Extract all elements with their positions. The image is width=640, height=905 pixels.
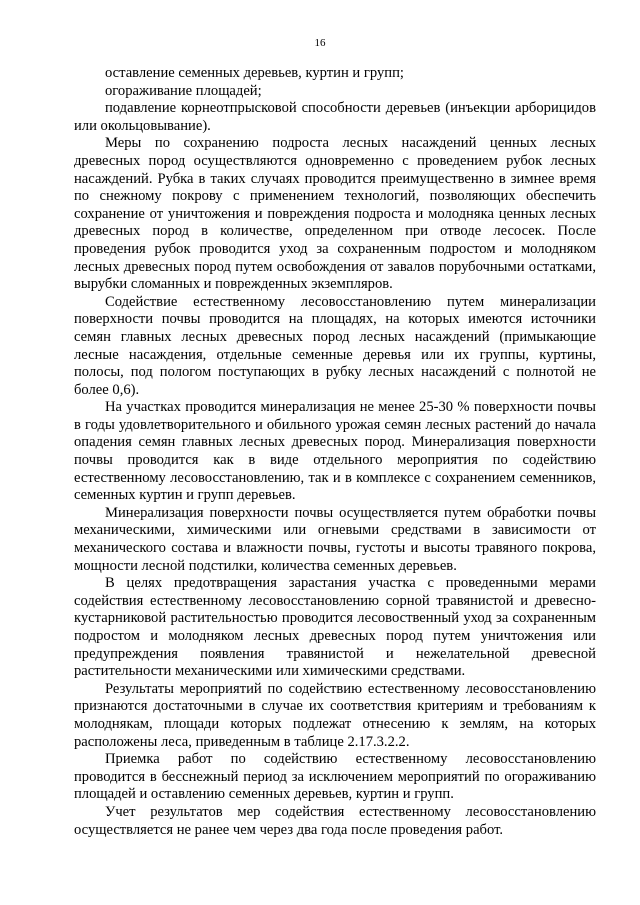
paragraph: Результаты мероприятий по содействию естественному лесовосстановлению признаются достаточными в случае их соответствия критериям и требованиям к молоднякам, площади которых подлежат отнесению к землям, на которых расположены леса, приведенным в таблице 2.17.3.2.2. xyxy=(74,680,596,750)
paragraph: Меры по сохранению подроста лесных насаждений ценных лесных древесных пород осуществляются одновременно с проведением рубок лесных насаждений. Рубка в таких случаях проводится преимущественно в зимнее время по снежному покрову с применением технологий, позволяющих обеспечить сохранение от уничтожения и повреждения подроста и молодняка ценных лесных древесных пород в количестве, определенном при отводе лесосек. После проведения рубок проводится уход за сохраненным подростом и молодняком лесных древесных пород путем освобождения от завалов порубочными остатками, вырубки сломанных и поврежденных экземпляров. xyxy=(74,135,596,293)
paragraph: В целях предотвращения зарастания участка с проведенными мерами содействия естественному лесовосстановлению сорной травянистой и древесно-кустарниковой растительностью проводится лесовоственный уход за сохраненным подростом и молодняком лесных древесных пород путем уничтожения или предупреждения появления травянистой и нежелательной древесной растительности механическими или химическими средствами. xyxy=(74,575,596,680)
paragraph: Учет результатов мер содействия естественному лесовосстановлению осуществляется не ранее чем через два года после проведения работ. xyxy=(74,803,596,838)
page-number: 16 xyxy=(314,37,326,49)
paragraph: оставление семенных деревьев, куртин и групп; xyxy=(105,65,404,81)
body-text xyxy=(74,65,596,839)
paragraph: Минерализация поверхности почвы осуществляется путем обработки почвы механическими, химическими или огневыми средствами в зависимости от механического состава и влажности почвы, густоты и высоты травяного покрова, мощности лесной подстилки, количества семенных деревьев. xyxy=(74,504,596,574)
paragraph: Содействие естественному лесовосстановлению путем минерализации поверхности почвы проводится на площадях, на которых имеются источники семян главных лесных древесных пород лесных насаждений (примыкающие лесные насаждения, отдельные семенные деревья или их группы, куртины, полосы, под пологом поступающих в рубку лесных насаждений с полнотой не более 0,6). xyxy=(74,293,596,398)
paragraph: подавление корнеотпрысковой способности деревьев (инъекции арборицидов или окольцовывание). xyxy=(74,100,596,134)
paragraph: На участках проводится минерализация не менее 25-30 % поверхности почвы в годы удовлетворительного и обильного урожая семян лесных растений до начала опадения семян главных лесных древесных пород. Минерализация поверхности почвы проводится как в виде отдельного мероприятия по содействию естественному лесовосстановлению, так и в комплексе с сохранением семенников, семенных куртин и групп деревьев. xyxy=(74,399,596,504)
paragraph: огораживание площадей; xyxy=(105,82,262,99)
paragraph: Приемка работ по содействию естественному лесовосстановлению проводится в бесснежный период за исключением мероприятий по огораживанию площадей и оставлению семенных деревьев, куртин и групп. xyxy=(74,751,596,803)
